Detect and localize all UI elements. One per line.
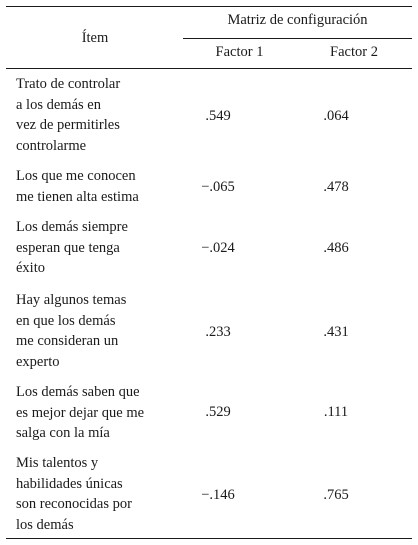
factor1-value: .529 — [205, 404, 231, 420]
item-line: habilidades únicas — [16, 475, 123, 492]
item-text — [16, 217, 186, 279]
item-line: a los demás en — [16, 96, 101, 113]
item-text — [16, 166, 186, 207]
item-line: experto — [16, 353, 60, 370]
factor2-value: .765 — [323, 487, 349, 503]
item-line: esperan que tenga — [16, 239, 120, 256]
factor2-value: .431 — [323, 324, 349, 340]
item-line: Los demás saben que — [16, 384, 140, 400]
factor2-value: .111 — [323, 404, 349, 420]
factor2-header: Factor 2 — [330, 44, 378, 60]
group-underline — [183, 38, 412, 39]
item-line: me tienen alta estima — [16, 188, 139, 205]
item-line: Los que me conocen — [16, 168, 136, 184]
factor2-value: .064 — [323, 108, 349, 124]
item-line: Hay algunos temas — [16, 292, 127, 308]
group-header: Matriz de configuración — [227, 12, 368, 28]
item-line: es mejor dejar que me — [16, 404, 145, 421]
item-line: éxito — [16, 260, 45, 276]
item-header: Ítem — [81, 30, 109, 46]
factor1-value: −.024 — [201, 240, 235, 256]
item-text — [16, 290, 186, 372]
bottom-rule — [6, 538, 412, 539]
factor1-header: Factor 1 — [215, 44, 264, 60]
item-line: controlarme — [16, 137, 87, 154]
item-line: me consideran un — [16, 333, 119, 349]
header-rule — [6, 68, 412, 69]
factor1-value: −.065 — [201, 179, 235, 195]
factor1-value: −.146 — [201, 487, 235, 503]
item-line: los demás — [16, 516, 74, 533]
factor1-value: .233 — [205, 324, 231, 340]
item-line: salga con la mía — [16, 425, 110, 441]
factor2-value: .478 — [323, 179, 349, 195]
item-line: Los demás siempre — [16, 219, 128, 235]
item-text — [16, 453, 186, 535]
factor1-value: .549 — [205, 108, 231, 124]
item-text — [16, 74, 186, 156]
item-line: Mis talentos y — [16, 455, 99, 471]
top-rule — [6, 6, 412, 7]
item-line: en que los demás — [16, 312, 116, 329]
item-line: vez de permitirles — [16, 117, 120, 133]
factor2-value: .486 — [323, 240, 349, 256]
item-line: Trato de controlar — [16, 76, 121, 92]
item-line: son reconocidas por — [16, 496, 132, 512]
item-text — [16, 382, 186, 444]
